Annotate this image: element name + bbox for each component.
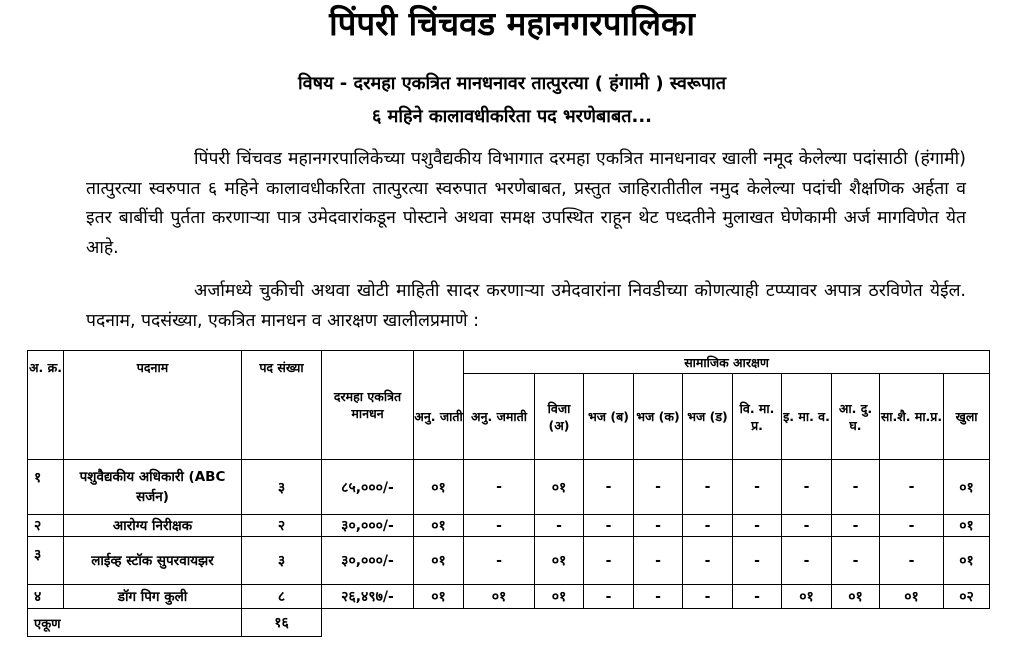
- cell-vija: ०१: [535, 585, 584, 609]
- cell-vimapra: -: [733, 585, 782, 609]
- cell-sashai: ०१: [880, 585, 944, 609]
- header-bhaj-b: भज (ब): [584, 374, 634, 460]
- cell-anu-jamati: -: [464, 537, 535, 585]
- total-row: [28, 609, 990, 637]
- cell-adugh: -: [832, 537, 880, 585]
- header-anu-jati: अनु. जाती: [414, 374, 464, 460]
- table-row: [28, 515, 990, 537]
- cell-sashai: -: [880, 460, 944, 515]
- cell-serial: २: [28, 515, 64, 537]
- cell-imav: -: [782, 460, 832, 515]
- header-count: पद संख्या: [242, 351, 322, 460]
- cell-adugh: ०१: [832, 585, 880, 609]
- cell-adugh: -: [832, 460, 880, 515]
- cell-post: आरोग्य निरीक्षक: [64, 515, 242, 537]
- cell-imav: -: [782, 537, 832, 585]
- cell-bhaj-d: -: [683, 585, 733, 609]
- cell-pay: ८५,०००/-: [322, 460, 414, 515]
- cell-count: ३: [242, 460, 322, 515]
- cell-adugh: -: [832, 515, 880, 537]
- page-title: पिंपरी चिंचवड महानगरपालिका: [329, 4, 695, 43]
- cell-anu-jamati: -: [464, 515, 535, 537]
- table-row: [28, 460, 990, 515]
- header-row-1: [28, 351, 990, 374]
- total-label: एकूण: [28, 609, 242, 637]
- table-row: [28, 537, 990, 585]
- cell-bhaj-b: -: [584, 460, 634, 515]
- cell-vija: -: [535, 515, 584, 537]
- cell-pay: २६,४९७/-: [322, 585, 414, 609]
- cell-anu-jamati: ०१: [464, 585, 535, 609]
- header-sashai: सा.शै. मा.प्र.: [880, 374, 944, 460]
- cell-vimapra: -: [733, 460, 782, 515]
- cell-anu-jamati: -: [464, 460, 535, 515]
- cell-vija: ०१: [535, 460, 584, 515]
- header-adugh: आ. दु. घ.: [832, 374, 880, 460]
- cell-sashai: -: [880, 537, 944, 585]
- cell-bhaj-b: -: [584, 585, 634, 609]
- cell-khula: ०१: [944, 460, 990, 515]
- cell-vimapra: -: [733, 515, 782, 537]
- cell-khula: ०१: [944, 537, 990, 585]
- cell-serial: ४: [28, 585, 64, 609]
- cell-sashai: -: [880, 515, 944, 537]
- cell-bhaj-d: -: [683, 460, 733, 515]
- header-khula: खुला: [944, 374, 990, 460]
- header-vija: विजा (अ): [535, 374, 584, 460]
- posts-table: [27, 350, 990, 637]
- cell-post: पशुवैद्यकीय अधिकारी (ABC सर्जन): [64, 460, 242, 515]
- cell-bhaj-k: -: [634, 515, 683, 537]
- cell-imav: -: [782, 515, 832, 537]
- paragraph-intro: पिंपरी चिंचवड महानगरपालिकेच्या पशुवैद्यकीय विभागात दरमहा एकत्रित मानधनावर खाली नमूद केलेल्या पदांसाठी (हंगामी) तात्पुरत्या स्वरुपात ६ महिने कालावधीकरिता तात्पुरत्या स्वरुपात भरणेबाबत, प्रस्तुत जाहिरातीतील नमुद केलेल्या पदांची शैक्षणिक अर्हता व इतर बाबींची पुर्तता करणाऱ्या पात्र उमेदवारांकडून पोस्टाने अथवा समक्ष उपस्थित राहून थेट पध्दतीने मुलाखत घेणेकामी अर्ज मागविणेत येत आहे.: [86, 149, 966, 258]
- cell-anu-jati: ०१: [414, 460, 464, 515]
- cell-bhaj-d: -: [683, 515, 733, 537]
- header-social-reservation: सामाजिक आरक्षण: [464, 351, 990, 374]
- cell-pay: ३०,०००/-: [322, 515, 414, 537]
- cell-pay: ३०,०००/-: [322, 537, 414, 585]
- cell-khula: ०२: [944, 585, 990, 609]
- cell-bhaj-b: -: [584, 515, 634, 537]
- header-post: पदनाम: [64, 351, 242, 460]
- header-bhaj-d: भज (ड): [683, 374, 733, 460]
- header-blank: [414, 351, 464, 374]
- cell-count: ३: [242, 537, 322, 585]
- cell-bhaj-d: -: [683, 537, 733, 585]
- cell-vimapra: -: [733, 537, 782, 585]
- cell-serial: १: [28, 460, 64, 515]
- subject-line-2: ६ महिने कालावधीकरिता पद भरणेबाबत...: [371, 106, 653, 127]
- cell-bhaj-k: -: [634, 537, 683, 585]
- cell-vija: ०१: [535, 537, 584, 585]
- header-imav: इ. मा. व.: [782, 374, 832, 460]
- cell-anu-jati: ०१: [414, 515, 464, 537]
- subject-line-1: विषय - दरमहा एकत्रित मानधनावर तात्पुरत्या ( हंगामी ) स्वरूपात: [298, 73, 726, 94]
- header-serial: अ. क्र.: [28, 351, 64, 460]
- paragraph-warning: अर्जामध्ये चुकीची अथवा खोटी माहिती सादर करणाऱ्या उमेदवारांना निवडीच्या कोणत्याही टप्प्यावर अपात्र ठरविणेत येईल. पदनाम, पदसंख्या, एकत्रित मानधन व आरक्षण खालीलप्रमाणे :: [86, 281, 966, 331]
- cell-count: २: [242, 515, 322, 537]
- total-blank: [322, 609, 990, 637]
- cell-anu-jati: ०१: [414, 537, 464, 585]
- cell-count: ८: [242, 585, 322, 609]
- cell-khula: ०१: [944, 515, 990, 537]
- header-pay: दरमहा एकत्रित मानधन: [322, 351, 414, 460]
- cell-imav: ०१: [782, 585, 832, 609]
- cell-bhaj-k: -: [634, 460, 683, 515]
- header-vimapra: वि. मा. प्र.: [733, 374, 782, 460]
- cell-post: लाईव्ह स्टॉक सुपरवायझर: [64, 537, 242, 585]
- header-anu-jamati: अनु. जमाती: [464, 374, 535, 460]
- cell-bhaj-b: -: [584, 537, 634, 585]
- cell-anu-jati: ०१: [414, 585, 464, 609]
- cell-bhaj-k: -: [634, 585, 683, 609]
- cell-serial: ३: [28, 537, 64, 585]
- table-row: [28, 585, 990, 609]
- header-bhaj-k: भज (क): [634, 374, 683, 460]
- total-count: १६: [242, 609, 322, 637]
- cell-post: डॉग पिग कुली: [64, 585, 242, 609]
